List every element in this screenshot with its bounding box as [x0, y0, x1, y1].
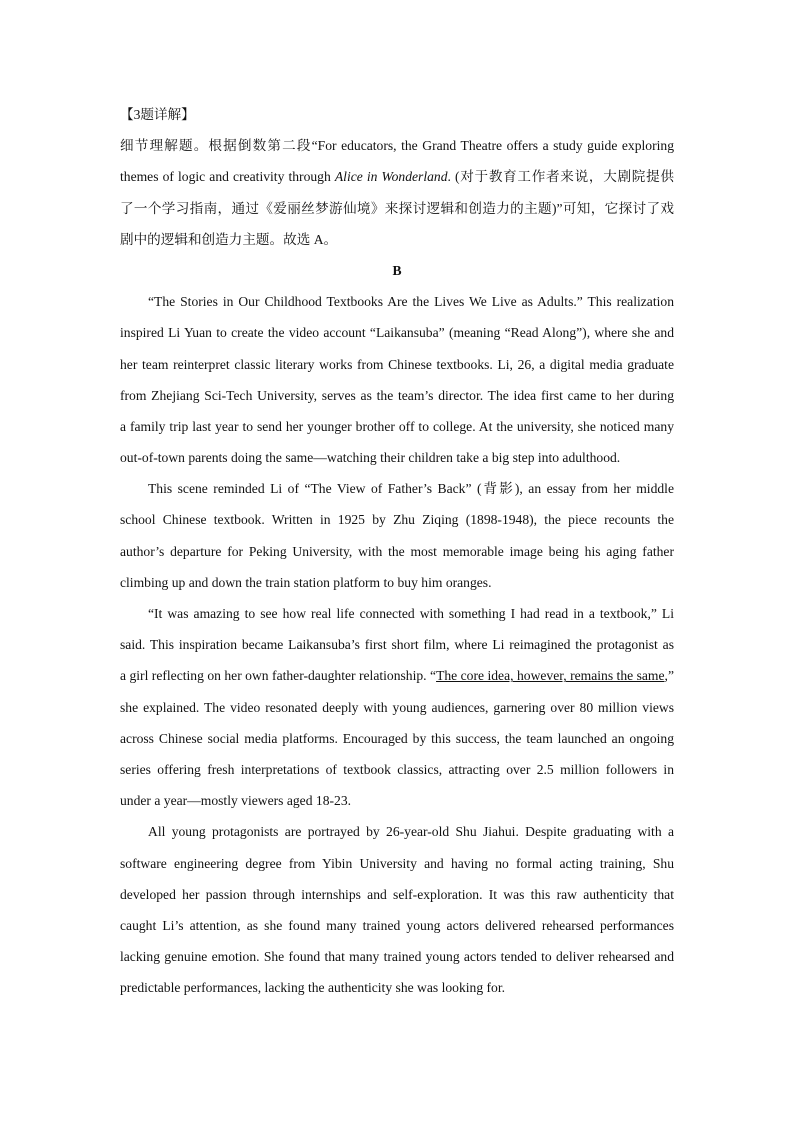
answer-text: 细节理解题。根据倒数第二段“For educators, the Grand Theatre offers a study guide exploring	[120, 138, 674, 154]
passage-text: said. This inspiration became Laikansuba’s first short film, where Li reimagined the protagonist as	[120, 637, 674, 653]
passage-line	[120, 598, 674, 629]
passage-text: across Chinese social media platforms. Encouraged by this success, the team launched an ongoing	[120, 730, 674, 746]
answer-line	[120, 193, 674, 224]
answer-line	[120, 224, 674, 255]
passage-line: developed her passion through internships and self-exploration. It was this raw authenticity that	[120, 886, 674, 902]
passage-text: she explained. The video resonated deeply with young audiences, garnering over 80 million views	[120, 699, 674, 715]
passage-line	[120, 629, 674, 660]
passage-line	[120, 723, 674, 754]
passage-line	[120, 785, 674, 816]
answer-text: themes of logic and creativity through	[120, 169, 335, 185]
answer-text: 剧中的逻辑和创造力主题。故选 A。	[120, 231, 338, 247]
answer-line	[120, 161, 674, 192]
section-label: B	[392, 262, 402, 278]
passage-line: school Chinese textbook. Written in 1925 by Zhu Ziqing (1898-1948), the piece recounts the	[120, 512, 674, 528]
passage-line: lacking genuine emotion. She found that many trained young actors tended to deliver rehearsed and	[120, 949, 674, 965]
passage-line	[120, 660, 674, 691]
passage-line: predictable performances, lacking the authenticity she was looking for.	[120, 980, 506, 996]
passage-line: All young protagonists are portrayed by 26-year-old Shu Jiahui. Despite graduating with a	[148, 824, 674, 840]
passage-line: inspired Li Yuan to create the video account “Laikansuba” (meaning “Read Along”), where she and	[120, 325, 674, 341]
answer-heading: 【3题详解】	[120, 107, 195, 122]
passage-line: climbing up and down the train station platform to buy him oranges.	[120, 574, 492, 590]
passage-line: software engineering degree from Yibin University and having no formal acting training, Shu	[120, 855, 674, 871]
passage-text: ,”	[664, 668, 674, 684]
passage-line: a family trip last year to send her younger brother off to college. At the university, she noticed many	[120, 418, 674, 434]
passage-line: from Zhejiang Sci-Tech University, serves as the team’s director. The idea first came to her during	[120, 387, 674, 403]
document-page	[120, 99, 674, 1003]
passage-text: a girl reflecting on her own father-daughter relationship. “	[120, 668, 437, 684]
underlined-phrase: The core idea, however, remains the same	[436, 668, 665, 684]
passage-line: caught Li’s attention, as she found many trained young actors delivered rehearsed performances	[120, 917, 674, 933]
passage-line: out-of-town parents doing the same—watching their children take a big step into adulthood.	[120, 450, 621, 466]
passage-text: under a year—mostly viewers aged 18-23.	[120, 793, 352, 809]
passage-line: her team reinterpret classic literary works from Chinese textbooks. Li, 26, a digital media graduate	[120, 356, 674, 372]
passage-line	[120, 692, 674, 723]
passage-text: “It was amazing to see how real life connected with something I had read in a textbook,” Li	[148, 606, 674, 621]
answer-line	[120, 130, 674, 161]
passage-line: “The Stories in Our Childhood Textbooks Are the Lives We Live as Adults.” This realization	[148, 294, 674, 310]
book-title: Alice in Wonderland	[334, 169, 448, 185]
passage-line: author’s departure for Peking University, with the most memorable image being his aging father	[120, 543, 674, 559]
answer-text: . (对于教育工作者来说，大剧院提供	[447, 169, 674, 185]
passage-line	[120, 754, 674, 785]
answer-text: 了一个学习指南，通过《爱丽丝梦游仙境》来探讨逻辑和创造力的主题)”可知，它探讨了戏	[120, 200, 674, 216]
passage-line: This scene reminded Li of “The View of Father’s Back” (背影), an essay from her middle	[148, 481, 674, 497]
passage-text: series offering fresh interpretations of textbook classics, attracting over 2.5 million followers in	[120, 761, 674, 777]
